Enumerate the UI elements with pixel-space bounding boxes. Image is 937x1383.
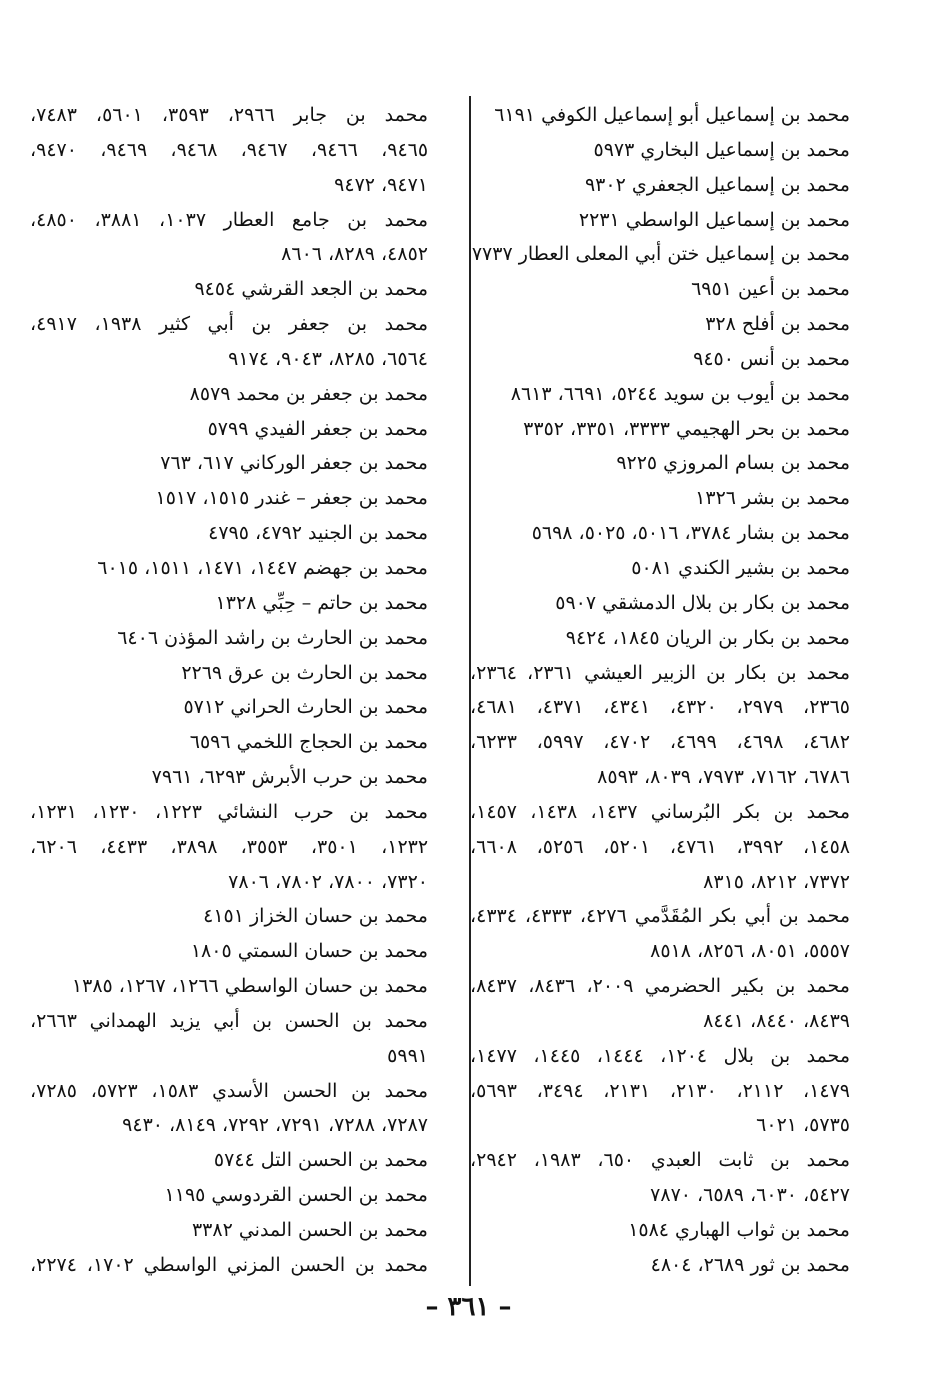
index-entry-continuation: ٤٨٥٢، ٨٢٨٩، ٨٦٠٦ [281, 243, 428, 266]
index-entry: محمد بن الجعد القرشي ٩٤٥٤ [194, 278, 428, 301]
column-divider [469, 96, 471, 1286]
index-entry-continuation: ١٤٥٨، ٣٩٩٢، ٤٧٦١، ٥٢٠١، ٥٢٥٦، ٦٦٠٨، [470, 835, 850, 858]
index-entry-continuation: ٨٤٣٩، ٨٤٤٠، ٨٤٤١ [703, 1009, 850, 1032]
index-column-right [470, 98, 850, 1283]
index-entry: محمد بن بحر الهجيمي ٣٣٣٣، ٣٣٥١، ٣٣٥٢ [523, 417, 850, 440]
index-entry: محمد بن الجنيد ٤٧٩٢، ٤٧٩٥ [208, 522, 428, 545]
index-entry-continuation: ٥٩٩١ [387, 1044, 428, 1067]
index-entry: محمد بن جامع العطار ١٠٣٧، ٣٨٨١، ٤٨٥٠، [30, 208, 428, 231]
index-entry-continuation: ٦٧٨٦، ٧١٦٢، ٧٩٧٣، ٨٠٣٩، ٨٥٩٣ [597, 766, 850, 789]
index-entry: محمد بن جهضم ١٤٤٧، ١٤٧١، ١٥١١، ٦٠١٥ [97, 556, 428, 579]
index-entry: محمد بن الحسن بن أبي يزيد الهمداني ٢٦٦٣، [30, 1009, 428, 1032]
index-column-left [30, 98, 428, 1283]
index-entry-continuation: ٧٣٧٢، ٨٢١٢، ٨٣١٥ [703, 870, 850, 893]
index-entry-continuation: ٥٥٥٧، ٨٠٥١، ٨٢٥٦، ٨٥١٨ [650, 940, 850, 963]
index-entry: محمد بن جابر ٢٩٦٦، ٣٥٩٣، ٥٦٠١، ٧٤٨٣، [30, 104, 428, 126]
index-entry: محمد بن بشار ٣٧٨٤، ٥٠١٦، ٥٠٢٥، ٥٦٩٨ [531, 522, 850, 545]
index-entry-continuation: ٢٣٦٥، ٢٩٧٩، ٤٣٢٠، ٤٣٤١، ٤٣٧١، ٤٦٨١، [470, 696, 850, 719]
index-entry: محمد بن حاتم – حِبِّي ١٣٢٨ [215, 591, 428, 614]
index-entry-continuation: ٤٦٨٢، ٤٦٩٨، ٤٦٩٩، ٤٧٠٢، ٥٩٩٧، ٦٢٣٣، [470, 731, 850, 754]
index-entry: محمد بن الحجاج اللخمي ٦٥٩٦ [189, 731, 428, 754]
index-entry: محمد بن ثابت العبدي ٦٥٠، ١٩٨٣، ٢٩٤٢، [470, 1149, 850, 1172]
index-entry: محمد بن إسماعيل الجعفري ٩٣٠٢ [584, 173, 850, 196]
index-entry-continuation: ١٢٣٢، ٣٥٠١، ٣٥٥٣، ٣٨٩٨، ٤٤٣٣، ٦٢٠٦، [30, 835, 428, 858]
index-entry: محمد بن بشير الكندي ٥٠٨١ [631, 556, 850, 579]
index-entry: محمد بن أبي بكر المُقَدَّمي ٤٢٧٦، ٤٣٣٣، ٤٣٣٤، [470, 905, 850, 928]
index-entry: محمد بن الحسن الأسدي ١٥٨٣، ٥٧٢٣، ٧٢٨٥، [30, 1079, 428, 1102]
index-entry: محمد بن جعفر – غندر ١٥١٥، ١٥١٧ [155, 487, 428, 510]
index-entry: محمد بن أنس ٩٤٥٠ [693, 347, 850, 370]
index-entry: محمد بن أفلح ٣٢٨ [705, 313, 850, 336]
index-entry: محمد بن أعين ٦٩٥١ [691, 278, 850, 301]
index-entry-continuation: ٩٤٦٥، ٩٤٦٦، ٩٤٦٧، ٩٤٦٨، ٩٤٦٩، ٩٤٧٠، [30, 138, 428, 161]
index-entry: محمد بن بكر البُرساني ١٤٣٧، ١٤٣٨، ١٤٥٧، [470, 800, 850, 823]
index-entry: محمد بن الحسن المدني ٣٣٨٢ [191, 1219, 428, 1241]
index-entry-continuation: ٧٢٨٧، ٧٢٨٨، ٧٢٩١، ٧٢٩٢، ٨١٤٩، ٩٤٣٠ [122, 1114, 428, 1137]
index-entry: محمد بن بكار بن الريان ١٨٤٥، ٩٤٢٤ [565, 626, 850, 649]
index-entry: محمد بن بلال ١٢٠٤، ١٤٤٤، ١٤٤٥، ١٤٧٧، [470, 1044, 850, 1067]
index-entry: محمد بن حرب الأبرش ٦٢٩٣، ٧٩٦١ [151, 766, 428, 789]
index-entry-continuation: ٥٧٣٥، ٦٠٢١ [756, 1114, 850, 1137]
index-entry-continuation: ٥٤٢٧، ٦٠٣٠، ٦٥٨٩، ٧٨٧٠ [650, 1184, 850, 1207]
index-entry: محمد بن بكار بن بلال الدمشقي ٥٩٠٧ [555, 591, 850, 614]
index-entry: محمد بن بكير الحضرمي ٢٠٠٩، ٨٤٣٦، ٨٤٣٧، [470, 975, 850, 998]
index-entry: محمد بن الحسن القردوسي ١١٩٥ [164, 1184, 428, 1207]
index-entry-continuation: ٦٥٦٤، ٨٢٨٥، ٩٠٤٣، ٩١٧٤ [228, 347, 428, 370]
index-entry: محمد بن الحسن التل ٥٧٤٤ [213, 1149, 428, 1172]
index-entry: محمد بن إسماعيل أبو إسماعيل الكوفي ٦١٩١ [494, 104, 850, 126]
index-entry: محمد بن جعفر الوركاني ٦١٧، ٧٦٣ [160, 452, 428, 475]
index-entry: محمد بن بكار بن الزبير العيشي ٢٣٦١، ٢٣٦٤، [470, 661, 850, 684]
index-entry: محمد بن إسماعيل البخاري ٥٩٧٣ [593, 138, 850, 161]
index-entry: محمد بن ثور ٢٦٨٩، ٤٨٠٤ [650, 1253, 850, 1276]
index-entry: محمد بن حسان الواسطي ١٢٦٦، ١٢٦٧، ١٣٨٥ [71, 975, 428, 998]
index-entry: محمد بن إسماعيل ختن أبي المعلى العطار ٧٧٣٧ [471, 243, 850, 266]
index-entry: محمد بن حسان السمتي ١٨٠٥ [190, 940, 428, 963]
index-entry: محمد بن حسان الخزاز ٤١٥١ [203, 905, 428, 928]
index-entry-continuation: ٩٤٧١، ٩٤٧٢ [334, 173, 428, 196]
index-entry-continuation: ١٤٧٩، ٢١١٢، ٢١٣٠، ٢١٣١، ٣٤٩٤، ٥٦٩٣، [470, 1079, 850, 1102]
page-number: – ٣٦١ – [425, 1292, 512, 1322]
index-entry: محمد بن بسام المروزي ٩٢٢٥ [616, 452, 850, 475]
index-entry: محمد بن بشر ١٣٢٦ [695, 487, 850, 510]
index-entry: محمد بن حرب النشائي ١٢٢٣، ١٢٣٠، ١٢٣١، [30, 800, 428, 823]
index-entry: محمد بن أيوب بن سويد ٥٢٤٤، ٦٦٩١، ٨٦١٣ [510, 382, 850, 405]
index-entry: محمد بن جعفر بن محمد ٨٥٧٩ [189, 382, 428, 405]
index-entry-continuation: ٧٣٢٠، ٧٨٠٠، ٧٨٠٢، ٧٨٠٦ [228, 870, 428, 893]
index-entry: محمد بن الحارث بن راشد المؤذن ٦٤٠٦ [117, 626, 428, 649]
index-entry: محمد بن إسماعيل الواسطي ٢٢٣١ [578, 208, 850, 231]
index-entry: محمد بن الحارث الحراني ٥٧١٢ [183, 696, 428, 719]
index-entry: محمد بن الحارث بن عرق ٢٢٦٩ [181, 661, 428, 684]
index-entry: محمد بن جعفر بن أبي كثير ١٩٣٨، ٤٩١٧، [30, 313, 428, 336]
index-entry: محمد بن الحسن المزني الواسطي ١٧٠٢، ٢٢٧٤، [30, 1253, 428, 1276]
index-entry: محمد بن جعفر الفيدي ٥٧٩٩ [207, 417, 428, 440]
index-entry: محمد بن ثواب الهباري ١٥٨٤ [628, 1219, 850, 1241]
